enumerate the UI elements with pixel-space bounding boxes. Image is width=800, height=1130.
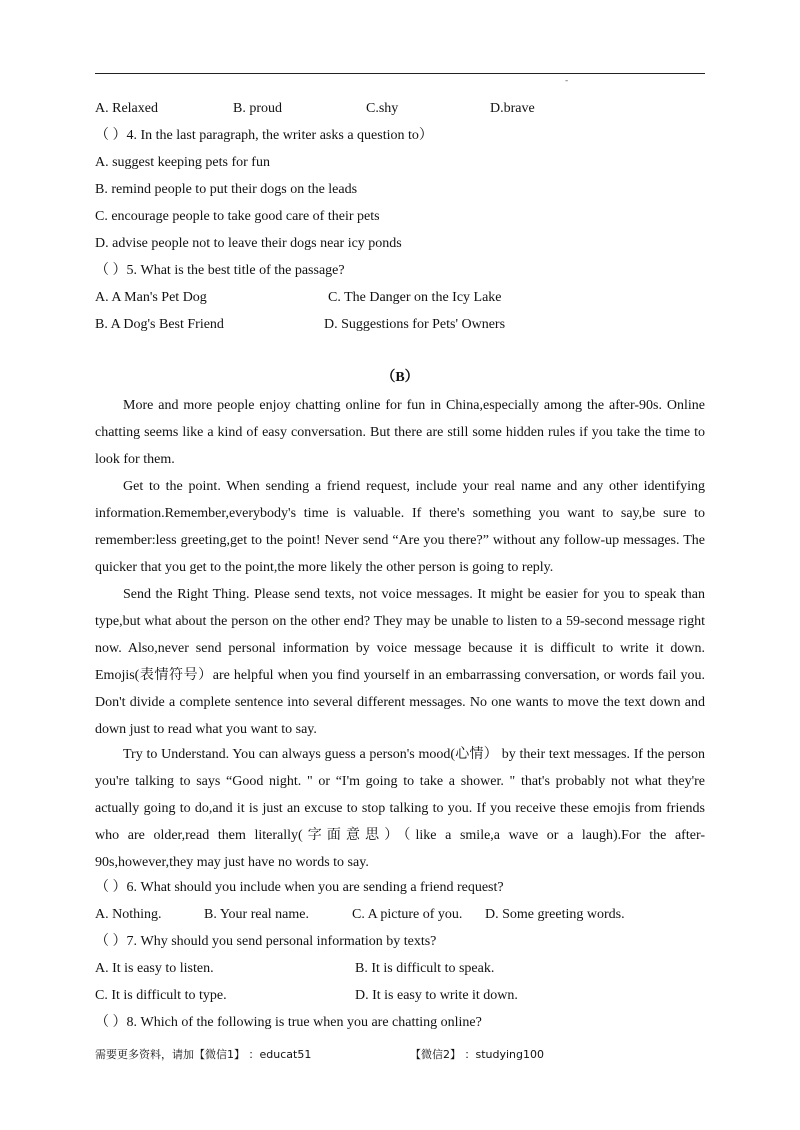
q4-option-c: C. encourage people to take good care of their pets [95, 209, 380, 224]
passage-paragraph-1: More and more people enjoy chatting online for fun in China,especially among the after-90s. Online chatting seems like a kind of easy conversation. But there are still some hidden rules if you take the time to look for them. [95, 398, 705, 467]
q6-option-a: A. Nothing. [95, 907, 162, 922]
q7-option-c: C. It is difficult to type. [95, 988, 227, 1003]
q8-stem: （ ）8. Which of the following is true when you are chatting online? [95, 1015, 482, 1030]
q4-stem: （ ）4. In the last paragraph, the writer asks a question to） [95, 128, 433, 143]
q3-option-c: C.shy [366, 101, 399, 116]
header-rule [95, 73, 705, 74]
q3-option-d: D.brave [490, 101, 535, 116]
q5-option-b: B. A Dog's Best Friend [95, 317, 224, 332]
q4-option-a: A. suggest keeping pets for fun [95, 155, 270, 170]
passage-paragraph-2: Get to the point. When sending a friend request, include your real name and any other identifying information.Remember,everybody's time is valuable. If there's something you want to say,be sure to remember:less greeting,get to the point! Never send “Are you there?” without any follow-up messages. The quicker that you get to the point,the more likely the other person is going to reply. [95, 479, 705, 575]
footer-contact-right: 【微信2】 ：studying100 [410, 1048, 545, 1061]
passage-paragraph-3: Send the Right Thing. Please send texts, not voice messages. It might be easier for you to speak than type,but what about the person on the other end? They may be unable to listen to a 59-second message right now. Also,never send personal information by voice message because it is difficult to write it down. Emojis(表情符号）are helpful when you find yourself in an embarrassing conversation, or words fail you. Don't divide a complete sentence into several different messages. No one wants to move the text down and down just to read what you want to say. [95, 587, 705, 737]
q6-option-b: B. Your real name. [204, 907, 309, 922]
footer-contact-left: 需要更多资料，请加【微信1】 ：educat51 [95, 1048, 312, 1061]
q5-option-a: A. A Man's Pet Dog [95, 290, 207, 305]
q7-option-b: B. It is difficult to speak. [355, 961, 495, 976]
passage-paragraph-4: Try to Understand. You can always guess a person's mood(心情） by their text messages. If the person you're talking to says “Good night. " or “I'm going to take a shower. " that's probably not what they're actually going to do,and it is just an excuse to stop talking to you. If you receive these emojis from friends who are older,read them literally(字面意思）（like a smile,a wave or a laugh).For the after-90s,however,they may just have no words to say. [95, 747, 705, 870]
q5-option-c: C. The Danger on the Icy Lake [328, 290, 502, 305]
q7-option-d: D. It is easy to write it down. [355, 988, 518, 1003]
section-b-heading: （B） [381, 370, 419, 385]
q3-option-a: A. Relaxed [95, 101, 158, 116]
q4-option-d: D. advise people not to leave their dogs near icy ponds [95, 236, 402, 251]
q4-option-b: B. remind people to put their dogs on the leads [95, 182, 358, 197]
q6-stem: （ ）6. What should you include when you are sending a friend request? [95, 880, 504, 895]
q3-option-b: B. proud [233, 101, 282, 116]
q7-option-a: A. It is easy to listen. [95, 961, 214, 976]
header-mark: - [565, 76, 569, 86]
q5-option-d: D. Suggestions for Pets' Owners [324, 317, 506, 332]
q5-stem: （ ）5. What is the best title of the passage? [95, 263, 345, 278]
q6-option-d: D. Some greeting words. [485, 907, 625, 922]
q6-option-c: C. A picture of you. [352, 907, 463, 922]
q7-stem: （ ）7. Why should you send personal information by texts? [95, 934, 437, 949]
